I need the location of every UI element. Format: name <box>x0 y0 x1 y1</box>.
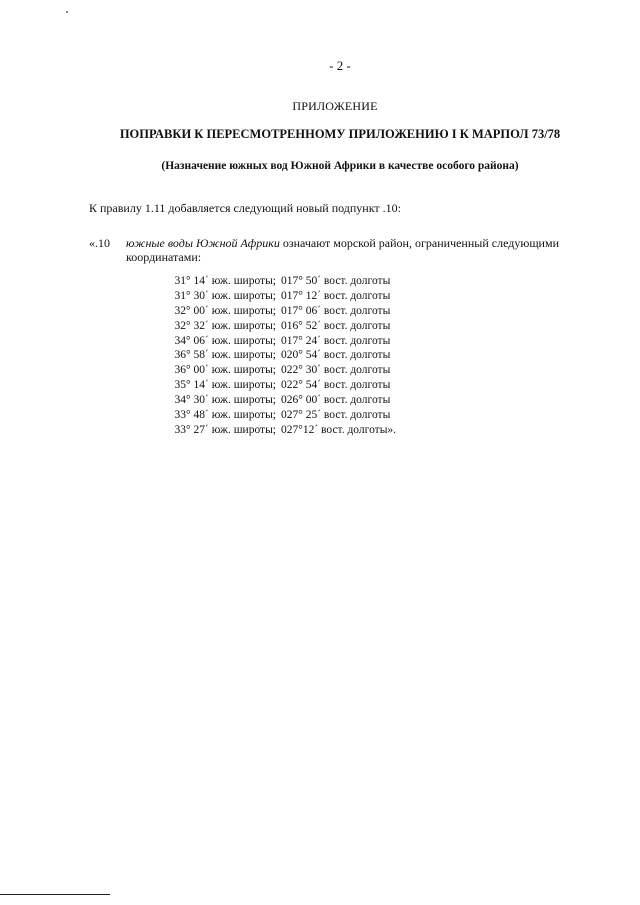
definition-text: означают морской район, ограниченный следующими координатами: <box>126 236 559 264</box>
longitude: 022° 54΄ вост. долготы <box>281 379 391 392</box>
latitude: 34° 06΄ юж. широты; <box>174 334 276 347</box>
longitude: 022° 30΄ вост. долготы <box>281 364 391 377</box>
longitude: 017° 24΄ вост. долготы <box>281 334 391 347</box>
latitude: 33° 27΄ юж. широты; <box>174 423 276 436</box>
longitude: 017° 50΄ вост. долготы <box>281 275 391 287</box>
latitude: 36° 58΄ юж. широты; <box>174 349 276 362</box>
longitude: 017° 06΄ вост. долготы <box>281 304 391 317</box>
paragraph-definition <box>126 236 588 264</box>
latitude: 31° 14΄ юж. широты; <box>174 275 276 287</box>
paragraph-number: «.10 <box>89 236 110 250</box>
longitude: 017° 12΄ вост. долготы <box>281 289 391 302</box>
longitude: 027° 25΄ вост. долготы <box>281 409 391 422</box>
latitude: 36° 00΄ юж. широты; <box>174 364 276 377</box>
footnote-rule <box>0 894 110 895</box>
latitude: 35° 14΄ юж. широты; <box>174 379 276 392</box>
latitude: 31° 30΄ юж. широты; <box>174 289 276 302</box>
page-number: - 2 - <box>329 58 351 73</box>
intro-text: К правилу 1.11 добавляется следующий новый подпункт .10: <box>89 201 401 215</box>
longitude: 027°12΄ вост. долготы». <box>281 423 397 436</box>
latitude: 34° 30΄ юж. широты; <box>174 394 276 407</box>
longitude: 026° 00΄ вост. долготы <box>281 394 391 407</box>
defined-term: южные воды Южной Африки <box>126 236 280 250</box>
annex-title: ПРИЛОЖЕНИЕ <box>292 99 378 113</box>
latitude: 32° 00΄ юж. широты; <box>174 304 276 317</box>
latitude: 32° 32΄ юж. широты; <box>174 319 276 332</box>
longitude: 016° 52΄ вост. долготы <box>281 319 391 332</box>
scan-dot <box>66 11 68 13</box>
document-subtitle: (Назначение южных вод Южной Африки в качестве особого района) <box>161 160 519 172</box>
longitude: 020° 54΄ вост. долготы <box>281 349 391 362</box>
latitude: 33° 48΄ юж. широты; <box>174 409 276 422</box>
document-title: ПОПРАВКИ К ПЕРЕСМОТРЕННОМУ ПРИЛОЖЕНИЮ I К МАРПОЛ 73/78 <box>119 127 561 141</box>
